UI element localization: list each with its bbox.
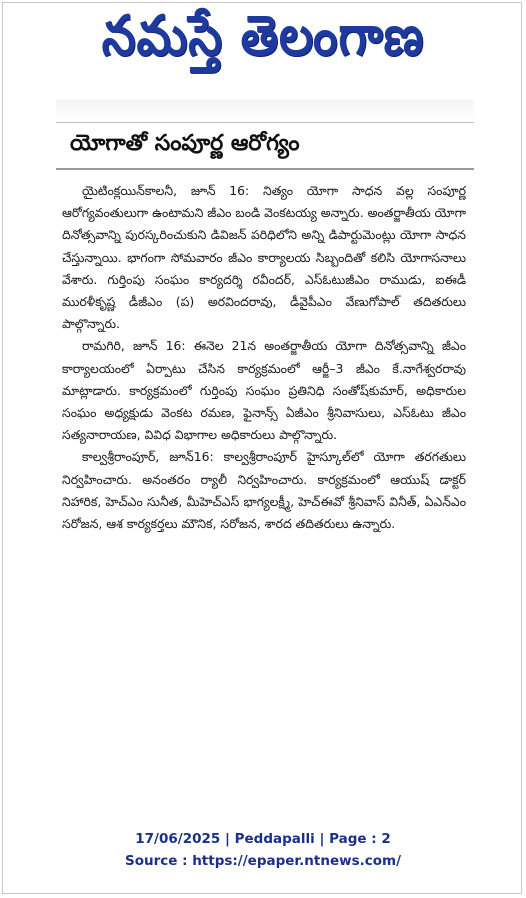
newspaper-masthead <box>0 0 526 86</box>
article-headline: యోగాతో సంపూర్ణ ఆరోగ్యం <box>70 130 300 156</box>
headline-box <box>56 122 474 170</box>
news-clipping <box>56 100 474 818</box>
clipping-footer <box>0 828 526 872</box>
article-body <box>62 180 466 535</box>
article-paragraph: రామగిరి, జూన్ 16: ఈనెల 21న అంతర్జాతీయ యోగా దినోత్సవాన్ని జీఎం కార్యాలయంలో ఏర్పాటు చేసిన కార్యక్రమంలో ఆర్జీ–3 జీఎం కే.నాగేశ్వరరావు మాట్లాడారు. కార్యక్రమంలో గుర్తింపు సంఘం ప్రతినిధి సంతోష్‌కుమార్, అధికారుల సంఘం అధ్యక్షుడు వెంకట రమణ, ఫైనాన్స్ ఏజీఎం శ్రీనివాసులు, ఎస్ఓటు జీఎం సత్యనారాయణ, వివిధ విభాగాల అధికారులు పాల్గొన్నారు. <box>62 338 466 443</box>
clipping-top-edge <box>56 100 474 120</box>
footer-date-edition: 17/06/2025 | Peddapalli | Page : 2 <box>135 831 391 847</box>
footer-source-link[interactable]: Source : https://epaper.ntnews.com/ <box>124 853 402 869</box>
article-paragraph: కాల్వశ్రీరాంపూర్, జూన్16: కాల్వశ్రీరాంపూర్ హైస్కూల్‌లో యోగా తరగతులు నిర్వహించారు. అనంతరం ర్యాలీ నిర్వహించారు. కార్యక్రమంలో ఆయుష్ డాక్టర్ నిహారిక, హెచ్ఎం సునీత, మీహెచ్ఎస్ భాగ్యలక్ష్మీ, హెచ్ఈవో శ్రీనివాస్ వినీత్, ఏఎన్ఎం సరోజన, ఆశ కార్యకర్తలు మౌనిక, సరోజన, శారద తదితరులు ఉన్నారు. <box>62 449 466 532</box>
masthead-title: నమస్తే తెలంగాణ <box>101 3 425 69</box>
article-paragraph: యైటింక్లయిన్‌కాలనీ, జూన్ 16: నిత్యం యోగా సాధన వల్ల సంపూర్ణ ఆరోగ్యవంతులుగా ఉంటామని జీఎం బండి వెంకటయ్య అన్నారు. అంతర్జాతీయ యోగా దినోత్సవాన్ని పురస్కరించుకుని డివిజన్ పరిధిలోని అన్ని డిపార్టుమెంట్లు యోగా సాధన చేస్తున్నాయి. భాగంగా సోమవారం జీఎం కార్యాలయ సిబ్బందితో కలిసి యోగాసనాలు వేశారు. గుర్తింపు సంఘం కార్యదర్శి రవీందర్, ఎస్ఓటుజీఎం రాముడు, ఐఈడీ మురళీకృష్ణ డీజీఎం (ప) అరవిందరావు, డీవైపీఎం వేణుగోపాల్ తదితరులు పాల్గొన్నారు. <box>62 183 466 332</box>
